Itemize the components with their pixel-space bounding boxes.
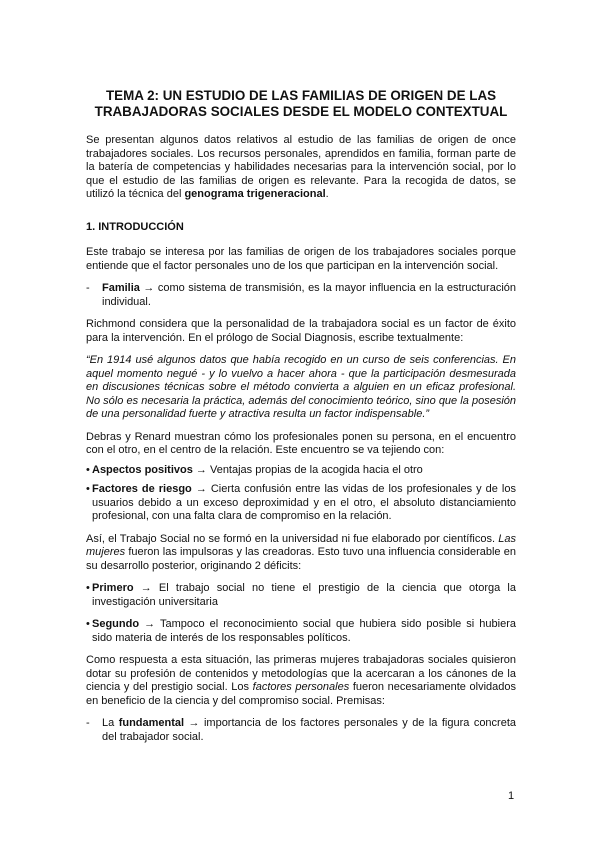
document-title: TEMA 2: UN ESTUDIO DE LAS FAMILIAS DE ORIGEN DE LAS TRABAJADORAS SOCIALES DESDE EL MODELO CONTEXTUAL: [94, 88, 508, 119]
term-aspectos-positivos: Aspectos positivos: [92, 463, 193, 476]
list-item-fundamental: [86, 717, 516, 744]
intro-end: .: [325, 188, 329, 200]
bullet-marker: •: [86, 618, 90, 630]
document-page: [86, 88, 516, 753]
p4-text-a: Así, el Trabajo Social no se formó en la universidad ni fue elaborado por científicos.: [86, 532, 499, 545]
richmond-quote: “En 1914 usé algunos datos que había recogido en un curso de seis conferencias. En aquel momento negué - y lo vuelvo a hacer ahora - que la participación desmesurada en discusiones técnicas sobre el método convierta a alguien en un eficaz profesional. No sólo es necesaria la práctica, además del conocimiento teórico, sino que la posesión de una personalidad fuerte y atractiva resulta un factor indispensable.”: [86, 354, 516, 420]
bullet-marker: •: [86, 582, 90, 594]
riesgo-desc: → Cierta confusión entre las vidas de los profesionales y de los usuarios debido a un exceso deproximidad y en el otro, el absoluto distanciamiento profesional, con una falta clara de compromiso en la relación.: [92, 483, 516, 522]
primero-desc: → El trabajo social no tiene el prestigio de la ciencia que otorga la investigación universitaria: [92, 582, 516, 608]
paragraph-5: [86, 654, 516, 708]
section-heading: 1. INTRODUCCIÓN: [86, 220, 184, 233]
list-item-segundo: [86, 618, 516, 645]
paragraph-3: Debras y Renard muestran cómo los profesionales ponen su persona, en el encuentro con el otro, en el centro de la relación. Este encuentro se va tejiendo con:: [86, 430, 516, 456]
fund-desc: → importancia de los factores personales y de la figura concreta del trabajador social.: [102, 717, 517, 743]
list-item-aspectos-positivos: [86, 464, 516, 478]
intro-text: Se presentan algunos datos relativos al estudio de las familias de origen de once trabajadores sociales. Los recursos personales, aprendidos en familia, forman parte de la batería de competencias y habilidades necesarias para la intervención social, por lo que el estudio de las familias de origen es relevante. Para la recogida de datos, se utilizó la técnica del: [86, 134, 516, 200]
p5-text-b: fueron necesariamente olvidados en beneficio de la ciencia y del compromiso social. Premisas:: [86, 681, 516, 707]
page-number: 1: [508, 790, 515, 802]
term-primero: Primero: [92, 582, 134, 594]
list-item-familia: [86, 282, 516, 309]
paragraph-1: Este trabajo se interesa por las familias de origen de los trabajadores sociales porque entiende que el factor personales uno de los que participan en la intervención social.: [86, 246, 516, 272]
term-factores-riesgo: Factores de riesgo: [92, 483, 192, 495]
list-item-primero: [86, 582, 516, 609]
p5-italic: factores personales: [252, 681, 350, 693]
paragraph-4: [86, 533, 516, 574]
p4-text-b: fueron las impulsoras y las creadoras. Esto tuvo una influencia considerable en su desarrollo posterior, originando 2 déficits:: [86, 546, 516, 572]
segundo-desc: → Tampoco el reconocimiento social que hubiera sido posible si hubiera sido materia de interés de los responsables políticos.: [92, 618, 516, 644]
familia-desc: → como sistema de transmisión, es la mayor influencia en la estructuración individual.: [102, 282, 516, 308]
fund-pre: La: [102, 717, 119, 729]
p4-italic: Las mujeres: [86, 532, 516, 558]
intro-paragraph: [86, 134, 516, 202]
p5-text-a: Como respuesta a esta situación, las primeras mujeres trabajadoras sociales quisieron dotar su profesión de contenidos y metodologías que la acercaran a los cánones de la ciencia y del prestigio social. Los: [86, 654, 516, 693]
paragraph-2: Richmond considera que la personalidad de la trabajadora social es un factor de éxito para la intervención. En el prólogo de Social Diagnosis, escribe textualmente:: [86, 318, 516, 344]
dash-marker: -: [86, 717, 90, 729]
bullet-marker: •: [86, 463, 90, 476]
bullet-marker: •: [86, 483, 90, 495]
aspectos-desc: → Ventajas propias de la acogida hacia el otro: [192, 463, 423, 476]
dash-marker: -: [86, 282, 90, 294]
list-item-factores-riesgo: [86, 483, 516, 524]
intro-bold-term: genograma trigeneracional: [184, 188, 326, 200]
term-fundamental: fundamental: [118, 717, 185, 729]
term-familia: Familia: [102, 282, 140, 294]
term-segundo: Segundo: [92, 618, 140, 630]
